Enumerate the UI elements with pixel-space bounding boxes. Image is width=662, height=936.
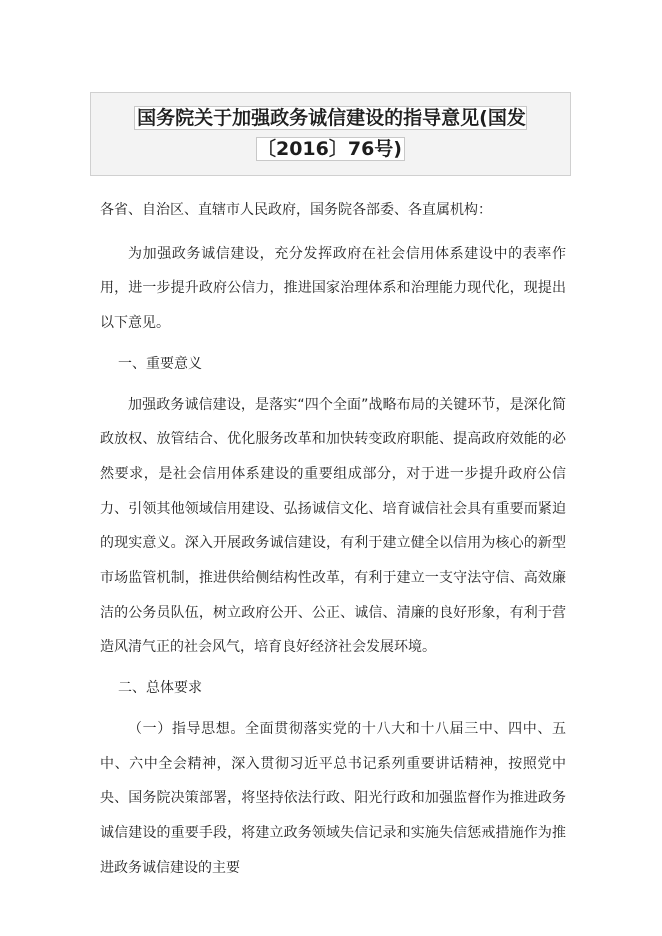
section-body-2: （一）指导思想。全面贯彻落实党的十八大和十八届三中、四中、五中、六中全会精神，深入贯彻习近平总书记系列重要讲话精神，按照党中央、国务院决策部署，将坚持依法行政、阳光行政和加强监督作为推进政务诚信建设的重要手段，将建立政务领域失信记录和实施失信惩戒措施作为推进政务诚信建设的主要 (100, 720, 566, 876)
document-title-text: 国务院关于加强政务诚信建设的指导意见(国发〔2016〕76号) (137, 107, 526, 160)
section-heading-2: 二、总体要求 (118, 680, 202, 697)
document-title-box (90, 92, 571, 176)
document-title (99, 103, 562, 165)
section-body-1: 加强政务诚信建设，是落实“四个全面”战略布局的关键环节，是深化简政放权、放管结合、优化服务改革和加快转变政府职能、提高政府效能的必然要求，是社会信用体系建设的重要组成部分，对于进一步提升政府公信力、引领其他领域信用建设、弘扬诚信文化、培育诚信社会具有重要而紧迫的现实意义。深入开展政务诚信建设，有利于建立健全以信用为核心的新型市场监管机制，推进供给侧结构性改革，有利于建立一支守法守信、高效廉洁的公务员队伍，树立政府公开、公正、诚信、清廉的良好形象，有利于营造风清气正的社会风气，培育良好经济社会发展环境。 (100, 396, 566, 656)
intro-paragraph: 为加强政务诚信建设，充分发挥政府在社会信用体系建设中的表率作用，进一步提升政府公信力，推进国家治理体系和治理能力现代化，现提出以下意见。 (100, 245, 566, 332)
salutation: 各省、自治区、直辖市人民政府，国务院各部委、各直属机构： (100, 202, 492, 218)
section-heading-1: 一、重要意义 (118, 355, 202, 372)
document-body (100, 193, 566, 885)
